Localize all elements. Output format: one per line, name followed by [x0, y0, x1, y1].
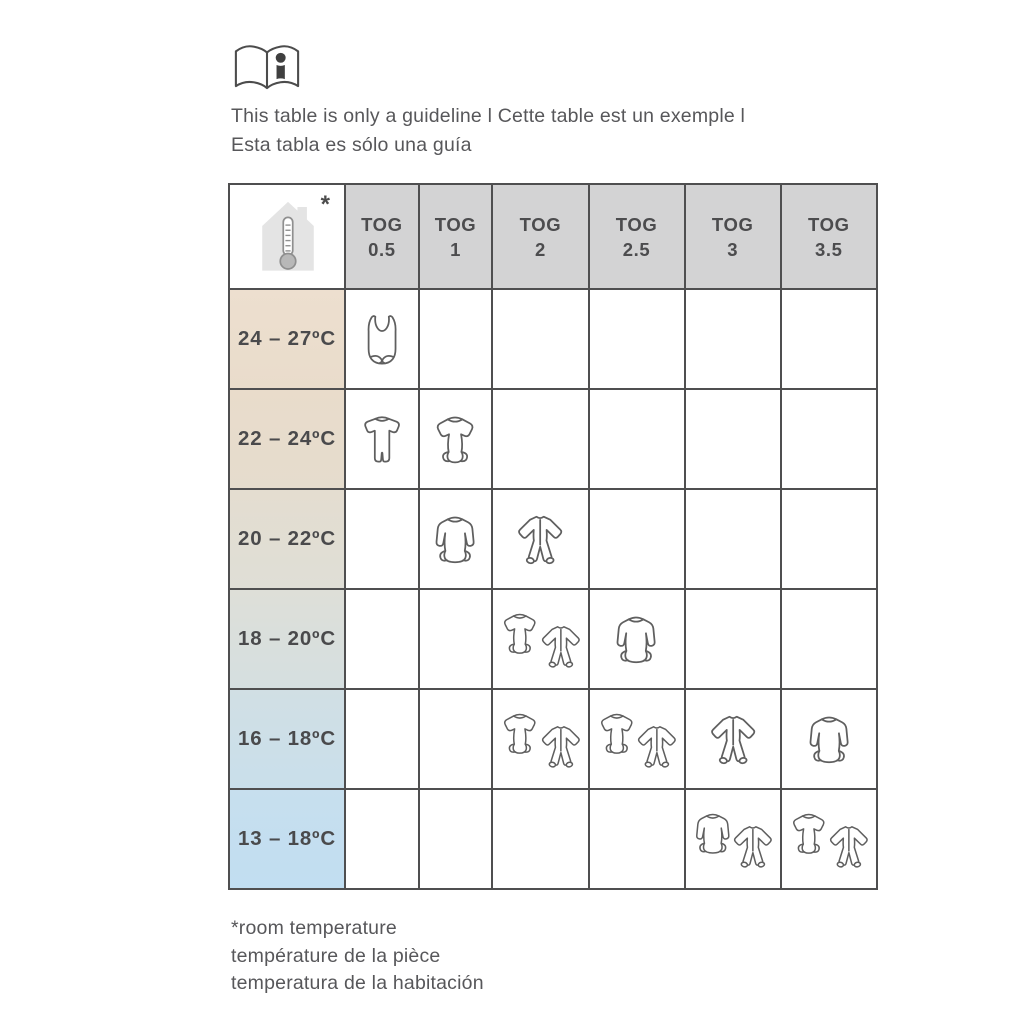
long-sleeve-bodysuit-icon	[424, 510, 486, 568]
garment-group	[493, 607, 587, 671]
temp-range-label: 24 – 27ºC	[238, 327, 336, 350]
clothing-cell	[589, 689, 685, 789]
footed-sleepsuit-icon	[822, 821, 876, 871]
tog-value: 3	[727, 238, 739, 260]
book-icon	[231, 41, 303, 97]
garment-group	[686, 807, 780, 871]
temp-row-header	[229, 689, 345, 789]
clothing-cell	[685, 789, 781, 889]
garment-group	[782, 807, 876, 871]
footed-sleepsuit-icon	[630, 721, 684, 771]
garment-group	[686, 710, 780, 768]
manual-info-icon	[231, 41, 303, 97]
temp-row	[229, 389, 877, 489]
clothing-cell	[589, 789, 685, 889]
clothing-cell	[492, 489, 588, 589]
sleeveless-bodysuit-icon	[351, 310, 413, 368]
clothing-cell	[685, 589, 781, 689]
tog-column-header-3	[685, 184, 781, 289]
clothing-cell	[589, 489, 685, 589]
short-sleeve-bodysuit-icon	[424, 410, 486, 468]
clothing-cell	[492, 389, 588, 489]
temp-row	[229, 789, 877, 889]
garment-group	[346, 410, 418, 468]
garment-group	[420, 410, 492, 468]
clothing-cell	[419, 389, 493, 489]
clothing-cell	[419, 589, 493, 689]
tog-column-header-2	[492, 184, 588, 289]
footed-sleepsuit-icon	[509, 510, 571, 568]
clothing-cell	[781, 289, 877, 389]
tog-column-header-0.5	[345, 184, 419, 289]
short-sleeve-romper-icon	[351, 410, 413, 468]
clothing-cell	[345, 489, 419, 589]
clothing-cell	[589, 289, 685, 389]
garment-group	[493, 510, 587, 568]
clothing-cell	[492, 789, 588, 889]
room-temp-asterisk: *	[320, 191, 330, 218]
tog-value: 3.5	[815, 238, 843, 260]
tog-label: TOG	[711, 213, 754, 235]
clothing-cell	[492, 689, 588, 789]
clothing-cell	[345, 789, 419, 889]
garment-group	[346, 310, 418, 368]
tog-value: 1	[450, 238, 461, 260]
temp-range-label: 22 – 24ºC	[238, 427, 336, 450]
tog-value: 2	[534, 238, 546, 260]
footed-sleepsuit-icon	[534, 621, 588, 671]
clothing-cell	[781, 589, 877, 689]
clothing-cell	[345, 289, 419, 389]
temp-row	[229, 589, 877, 689]
footnote-line3: temperatura de la habitación	[231, 972, 484, 994]
guideline-note-line1: This table is only a guideline l Cette table est un exemple l	[231, 105, 746, 127]
tog-label: TOG	[808, 213, 850, 235]
clothing-cell	[781, 689, 877, 789]
clothing-cell	[345, 689, 419, 789]
tog-table-container	[228, 183, 878, 890]
clothing-cell	[781, 789, 877, 889]
clothing-cell	[685, 489, 781, 589]
guideline-note-line2: Esta tabla es sólo una guía	[231, 133, 472, 156]
footnote-line1: *room temperature	[231, 917, 397, 939]
garment-group	[420, 510, 492, 568]
temp-range-label: 16 – 18ºC	[238, 727, 336, 750]
clothing-cell	[419, 689, 493, 789]
footed-sleepsuit-icon	[702, 710, 764, 768]
temp-row-header	[229, 489, 345, 589]
temp-row	[229, 289, 877, 389]
guideline-note	[231, 102, 745, 159]
tog-column-header-1	[419, 184, 493, 289]
clothing-cell	[781, 489, 877, 589]
tog-column-header-3.5	[781, 184, 877, 289]
temp-range-label: 13 – 18ºC	[238, 827, 336, 850]
clothing-cell	[419, 289, 493, 389]
room-temperature-footnote	[231, 915, 484, 998]
room-temperature-header-cell	[229, 184, 345, 289]
temp-row-header	[229, 789, 345, 889]
temp-row	[229, 489, 877, 589]
house-thermometer-icon	[245, 191, 331, 282]
tog-column-header-2.5	[589, 184, 685, 289]
footed-sleepsuit-icon	[726, 821, 780, 871]
clothing-cell	[685, 289, 781, 389]
tog-value: 0.5	[368, 238, 396, 260]
garment-group	[782, 710, 876, 768]
long-sleeve-bodysuit-icon	[798, 710, 860, 768]
tog-table	[228, 183, 878, 890]
tog-label: TOG	[519, 213, 562, 235]
tog-label: TOG	[615, 213, 658, 235]
temp-range-label: 18 – 20ºC	[238, 627, 336, 650]
clothing-cell	[589, 389, 685, 489]
clothing-cell	[419, 789, 493, 889]
temp-row	[229, 689, 877, 789]
tog-header-row	[229, 184, 877, 289]
clothing-cell	[419, 489, 493, 589]
tog-label: TOG	[361, 213, 403, 235]
clothing-cell	[685, 689, 781, 789]
temp-row-header	[229, 589, 345, 689]
tog-label: TOG	[434, 213, 477, 235]
long-sleeve-bodysuit-icon	[605, 610, 667, 668]
clothing-cell	[781, 389, 877, 489]
clothing-cell	[492, 589, 588, 689]
footed-sleepsuit-icon	[534, 721, 588, 771]
garment-group	[590, 707, 684, 771]
footnote-line2: température de la pièce	[231, 944, 441, 967]
temp-row-header	[229, 389, 345, 489]
temp-range-label: 20 – 22ºC	[238, 527, 336, 550]
clothing-cell	[345, 589, 419, 689]
clothing-cell	[492, 289, 588, 389]
garment-group	[493, 707, 587, 771]
clothing-cell	[345, 389, 419, 489]
clothing-cell	[589, 589, 685, 689]
tog-value: 2.5	[622, 238, 651, 260]
garment-group	[590, 610, 684, 668]
temp-row-header	[229, 289, 345, 389]
clothing-cell	[685, 389, 781, 489]
